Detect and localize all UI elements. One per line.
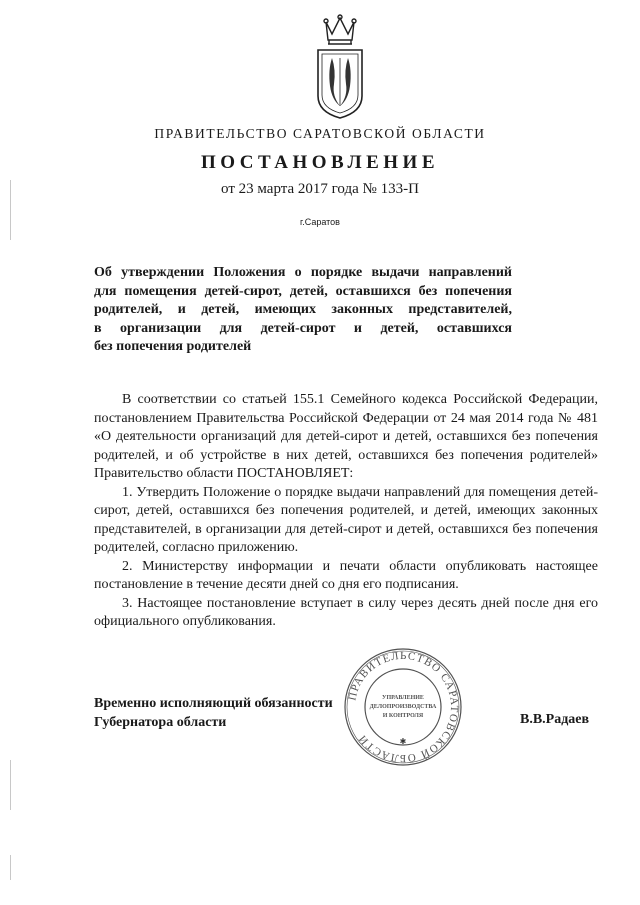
preamble-paragraph: В соответствии со статьей 155.1 Семейного кодекса Российской Федерации, постановлением Правительства Российской Федерации от 24 мая 2014 года № 481 «О деятельности организаций для детей-сирот и детей, оставшихся без попечения родителей, и об устройстве в них детей, оставшихся без попечения родителей» Правительство области ПОСТАНОВЛЯЕТ: — [94, 392, 598, 481]
subject-line: родителей, и детей, имеющих законных представителей, — [94, 302, 512, 317]
coat-of-arms-icon — [310, 14, 370, 122]
organization-name: ПРАВИТЕЛЬСТВО САРАТОВСКОЙ ОБЛАСТИ — [154, 126, 486, 141]
seal-inner-line: ДЕЛОПРОИЗВОДСТВА — [369, 704, 437, 710]
subject-line: без попечения родителей — [94, 339, 252, 354]
document-subject — [94, 264, 512, 357]
scan-margin-mark — [10, 760, 11, 810]
document-type-title: ПОСТАНОВЛЕНИЕ — [200, 152, 440, 173]
coat-of-arms-emblem — [310, 14, 370, 122]
signer-position-line: Временно исполняющий обязанности — [94, 696, 333, 711]
scan-margin-mark — [10, 855, 11, 880]
signer-name: В.В.Радаев — [520, 712, 590, 727]
signer-position — [94, 694, 374, 732]
subject-line: в организации для детей-сирот и детей, оставшихся — [94, 320, 512, 336]
subject-line: для помещения детей-сирот, детей, оставшихся без попечения — [94, 283, 512, 299]
document-city: г.Саратов — [300, 217, 340, 227]
seal-inner-line: И КОНТРОЛЯ — [382, 713, 424, 719]
signer-position-line: Губернатора области — [94, 715, 227, 730]
seal-outer-text: ПРАВИТЕЛЬСТВО САРАТОВСКОЙ ОБЛАСТИ — [346, 649, 461, 765]
subject-line: Об утверждении Положения о порядке выдачи направлений — [94, 265, 512, 280]
document-date-number: от 23 марта 2017 года № 133-П — [221, 181, 419, 197]
body-item-paragraph: 1. Утвердить Положение о порядке выдачи направлений для помещения детей-сирот, детей, оставшихся без попечения родителей, и детей, имеющих законных представителей, в организации для детей-сирот и детей, оставшихся без попечения родителей, согласно приложению. — [94, 484, 598, 555]
seal-inner-line: УПРАВЛЕНИЕ — [382, 695, 424, 701]
seal-star-icon: ✱ — [399, 737, 407, 746]
document-body — [94, 391, 598, 632]
body-item-paragraph: 3. Настоящее постановление вступает в силу через десять дней после дня его официального опубликования. — [94, 595, 598, 629]
body-item-paragraph: 2. Министерству информации и печати области опубликовать настоящее постановление в течение десяти дней со дня его подписания. — [94, 558, 598, 592]
scan-margin-mark — [10, 180, 11, 240]
